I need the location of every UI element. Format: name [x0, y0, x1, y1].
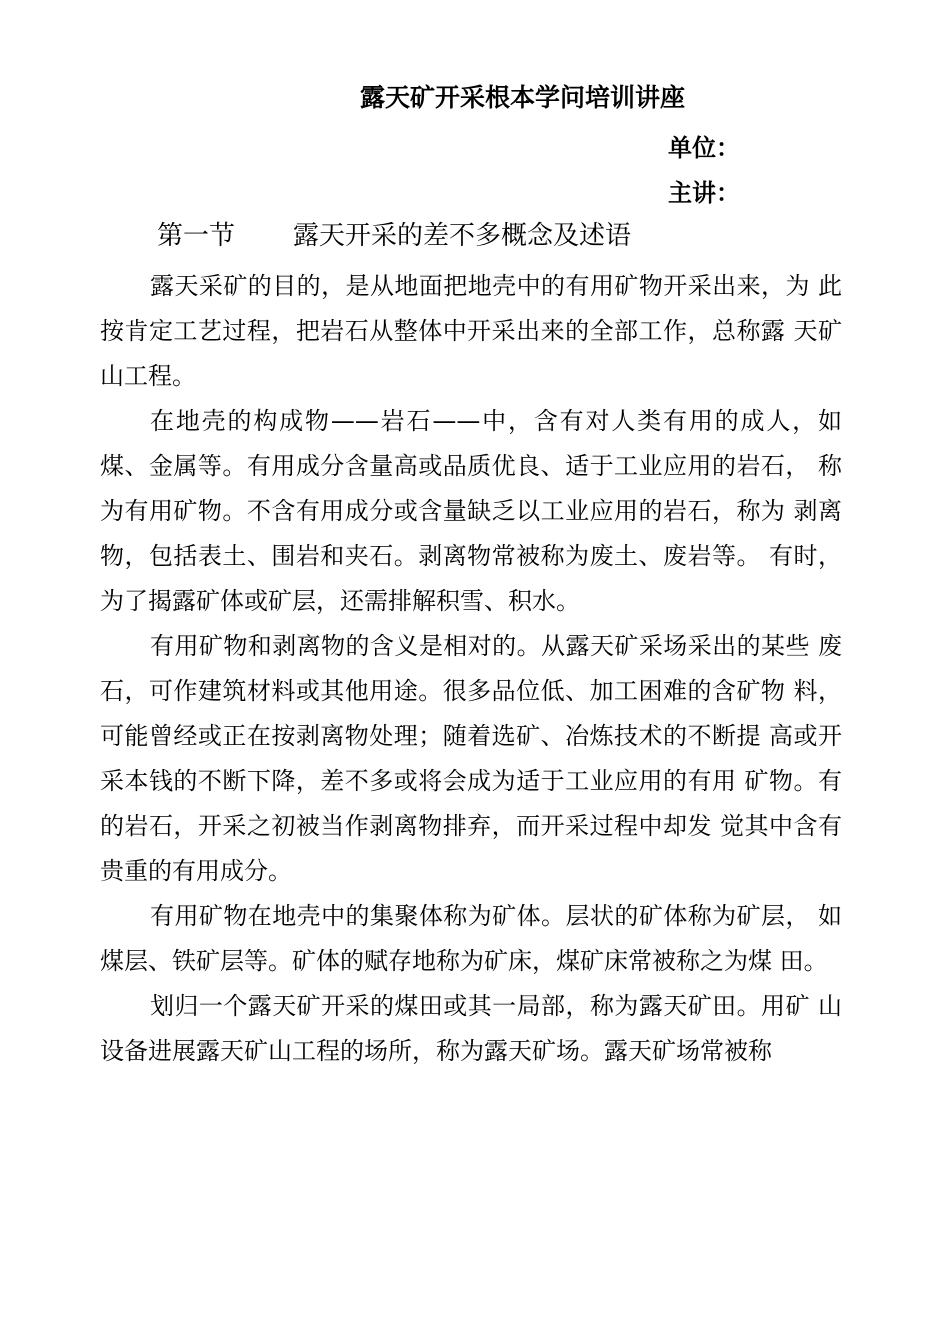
- paragraph: 有用矿物在地壳中的集聚体称为矿体。层状的矿体称为矿层， 如煤层、铁矿层等。矿体的赋存地称为矿床，煤矿床常被称之为煤 田。: [100, 902, 842, 975]
- section-number: 第一节: [157, 221, 236, 251]
- section-heading: [157, 216, 631, 256]
- paragraph: 有用矿物和剥离物的含义是相对的。从露天矿采场采出的某些 废石，可作建筑材料或其他用途。很多品位低、加工困难的含矿物 料，可能曾经或正在按剥离物处理；随着选矿、冶炼技术的不断提 高或开采本钱的不断下降，差不多或将会成为适于工业应用的有用 矿物。有的岩石，开采之初被当作剥离物排弃，而开采过程中却发 觉其中含有贵重的有用成分。: [100, 632, 842, 885]
- body-text: [100, 264, 842, 1074]
- paragraph: 在地壳的构成物——岩石——中，含有对人类有用的成人，如煤、金属等。有用成分含量高或品质优良、适于工业应用的岩石， 称为有用矿物。不含有用成分或含量缺乏以工业应用的岩石，称为 剥离物，包括表土、围岩和夹石。剥离物常被称为废土、废岩等。 有时，为了揭露矿体或矿层，还需排解积雪、积水。: [100, 407, 842, 615]
- document-title: 露天矿开采根本学问培训讲座: [360, 83, 686, 112]
- paragraph: 划归一个露天矿开采的煤田或其一局部，称为露天矿田。用矿 山设备进展露天矿山工程的场所，称为露天矿场。露天矿场常被称: [100, 992, 842, 1065]
- unit-label: 单位：: [668, 134, 740, 162]
- section-title: 露天开采的差不多概念及述语: [293, 221, 632, 251]
- speaker-label: 主讲：: [668, 179, 740, 207]
- paragraph: 露天采矿的目的，是从地面把地壳中的有用矿物开采出来，为 此按肯定工艺过程，把岩石从整体中开采出来的全部工作，总称露 天矿山工程。: [100, 272, 842, 390]
